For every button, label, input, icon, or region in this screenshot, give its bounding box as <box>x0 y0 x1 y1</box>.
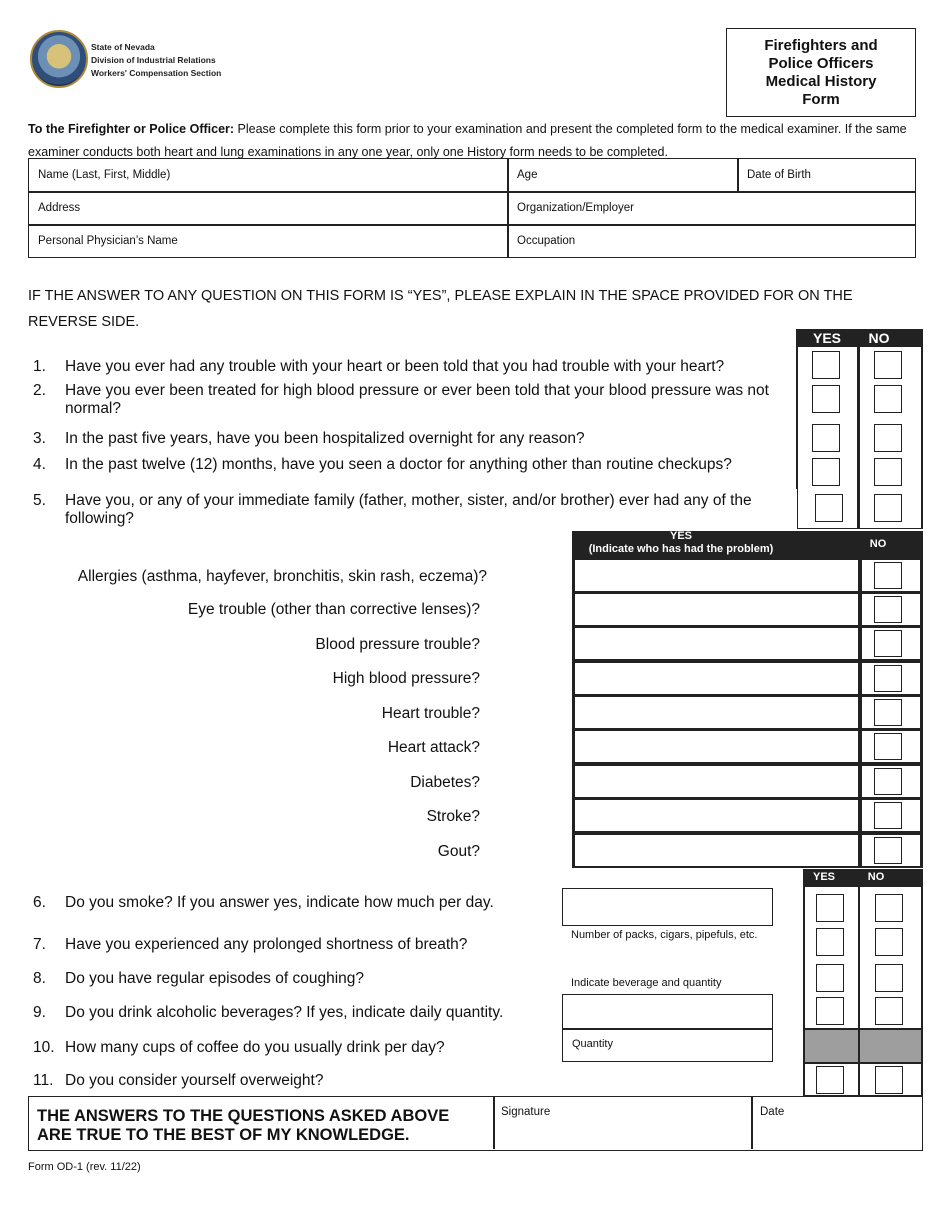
coffee-quantity-field[interactable]: Quantity <box>572 1038 613 1050</box>
q9-no-checkbox[interactable] <box>875 997 903 1025</box>
family-item-label: Allergies (asthma, hayfever, bronchitis, skin rash, eczema)? <box>77 568 487 585</box>
q1-no-checkbox[interactable] <box>874 351 902 379</box>
q6-yes-checkbox[interactable] <box>816 894 844 922</box>
family-no-checkbox[interactable] <box>874 630 902 657</box>
family-item-label: High blood pressure? <box>332 670 480 687</box>
family-who-input[interactable] <box>574 799 859 832</box>
family-who-input[interactable] <box>574 834 859 867</box>
family-item-label: Eye trouble (other than corrective lenses)? <box>187 601 480 618</box>
family-no-checkbox[interactable] <box>874 802 902 829</box>
q3-no-checkbox[interactable] <box>874 424 902 452</box>
dob-field[interactable]: Date of Birth <box>747 169 811 181</box>
family-who-input[interactable] <box>574 730 859 763</box>
attestation-text: THE ANSWERS TO THE QUESTIONS ASKED ABOVE ARE TRUE TO THE BEST OF MY KNOWLEDGE. <box>37 1107 450 1144</box>
address-field[interactable]: Address <box>38 202 81 214</box>
family-no-checkbox[interactable] <box>874 733 902 760</box>
q8-no-checkbox[interactable] <box>875 964 903 992</box>
q4-yes-checkbox[interactable] <box>812 458 840 486</box>
coffee-na-cell <box>805 1029 858 1062</box>
q7-yes-checkbox[interactable] <box>816 928 844 956</box>
instructions: IF THE ANSWER TO ANY QUESTION ON THIS FORM IS “YES”, PLEASE EXPLAIN IN THE SPACE PROVIDED FOR ON THE REVERSE SIDE. <box>28 288 853 330</box>
no-header: NO <box>868 330 890 346</box>
q6-no-checkbox[interactable] <box>875 894 903 922</box>
family-item-label: Blood pressure trouble? <box>315 636 480 653</box>
family-item-label: Gout? <box>437 843 480 860</box>
family-who-input[interactable] <box>574 627 859 660</box>
q3-yes-checkbox[interactable] <box>812 424 840 452</box>
yes-header-2: YES <box>812 871 835 883</box>
family-no-checkbox[interactable] <box>874 596 902 623</box>
yes-indicate-header: YES (Indicate who has had the problem) <box>588 530 774 555</box>
q2-no-checkbox[interactable] <box>874 385 902 413</box>
age-field[interactable]: Age <box>517 169 538 181</box>
q11-no-checkbox[interactable] <box>875 1066 903 1094</box>
family-no-checkbox[interactable] <box>874 768 902 795</box>
beverage-hint: Indicate beverage and quantity <box>571 977 722 989</box>
family-item-label: Stroke? <box>426 808 480 825</box>
q2-yes-checkbox[interactable] <box>812 385 840 413</box>
q9-yes-checkbox[interactable] <box>816 997 844 1025</box>
q7-no-checkbox[interactable] <box>875 928 903 956</box>
family-no-checkbox[interactable] <box>874 665 902 692</box>
attestation-block <box>28 1096 923 1151</box>
yes-header: YES <box>812 330 841 346</box>
family-who-input[interactable] <box>574 559 859 592</box>
intro-text: To the Firefighter or Police Officer: Please complete this form prior to your examination and present the completed form to the medical examiner. If the same examiner conducts both heart and lung examinations in any one year, only one History form needs to be completed. <box>28 122 907 159</box>
no-header-2: NO <box>867 871 885 883</box>
family-who-input[interactable] <box>574 662 859 695</box>
employer-field[interactable]: Organization/Employer <box>517 202 634 214</box>
occupation-field[interactable]: Occupation <box>517 235 576 247</box>
family-no-checkbox[interactable] <box>874 699 902 726</box>
family-who-input[interactable] <box>574 696 859 729</box>
family-who-input[interactable] <box>574 765 859 798</box>
form-title: Firefighters and Police Officers Medical History Form <box>726 28 916 117</box>
q5-no-checkbox[interactable] <box>874 494 902 522</box>
date-field[interactable]: Date <box>760 1106 785 1118</box>
form-number: Form OD-1 (rev. 11/22) <box>28 1161 141 1173</box>
smoke-amount-input[interactable] <box>562 888 773 926</box>
family-item-label: Heart trouble? <box>381 705 480 722</box>
coffee-na-cell <box>860 1029 921 1062</box>
smoke-hint: Number of packs, cigars, pipefuls, etc. <box>571 929 758 941</box>
family-no-checkbox[interactable] <box>874 837 902 864</box>
q4-no-checkbox[interactable] <box>874 458 902 486</box>
nevada-seal-icon <box>30 30 88 88</box>
no-header-family: NO <box>869 538 887 550</box>
personal-info-table <box>28 158 916 258</box>
q1-yes-checkbox[interactable] <box>812 351 840 379</box>
name-field[interactable]: Name (Last, First, Middle) <box>38 169 171 181</box>
signature-field[interactable]: Signature <box>501 1106 551 1118</box>
physician-field[interactable]: Personal Physician’s Name <box>38 235 178 247</box>
family-who-input[interactable] <box>574 593 859 626</box>
q11-yes-checkbox[interactable] <box>816 1066 844 1094</box>
family-no-checkbox[interactable] <box>874 562 902 589</box>
q8-yes-checkbox[interactable] <box>816 964 844 992</box>
agency-name: State of Nevada Division of Industrial Relations Workers' Compensation Section <box>91 42 222 78</box>
q5-yes-checkbox[interactable] <box>815 494 843 522</box>
family-item-label: Diabetes? <box>410 774 480 791</box>
family-item-label: Heart attack? <box>387 739 480 756</box>
